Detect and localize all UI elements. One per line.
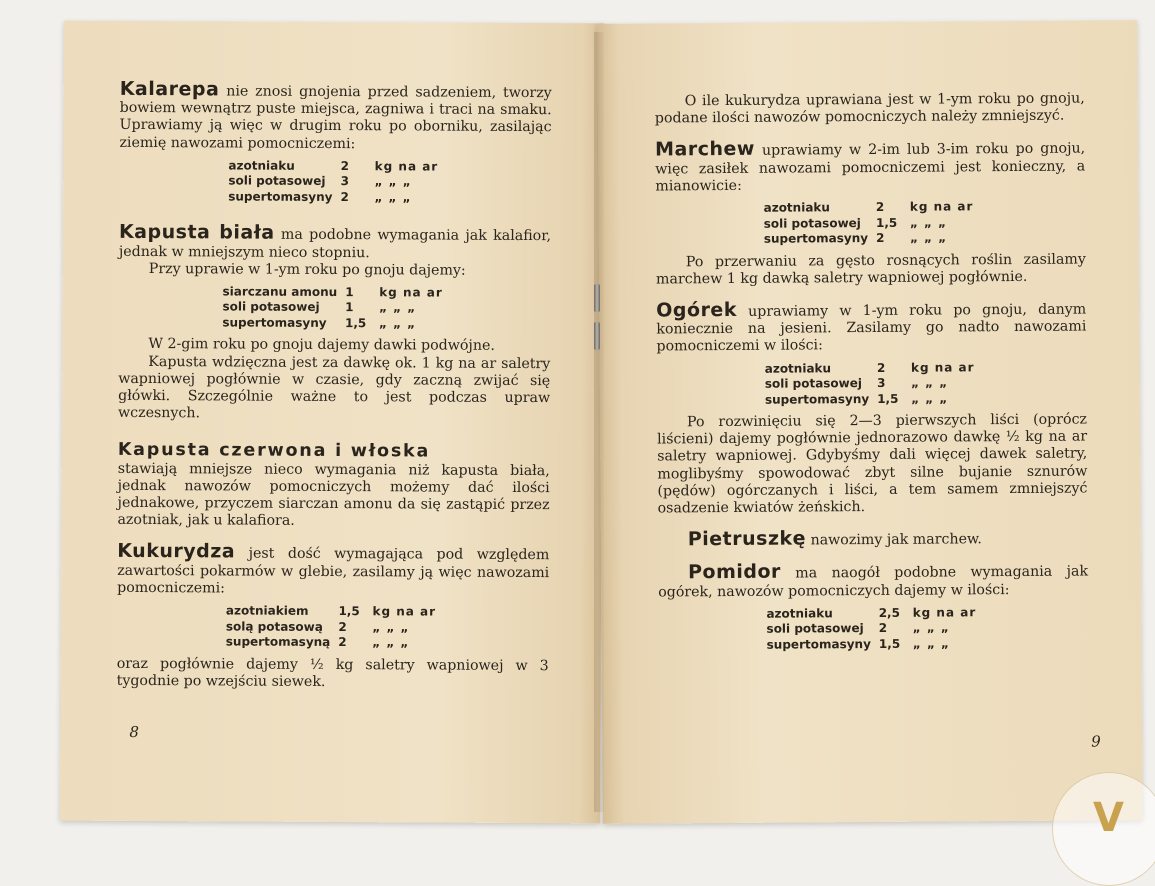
open-booklet: [62, 22, 1140, 842]
dose-amount: 2: [875, 230, 885, 245]
dose-amount: 2: [338, 635, 347, 650]
ogorek-dose-table: [765, 360, 979, 408]
dose-unit: „ „ „: [372, 635, 410, 650]
pietruszka-text: nawozimy jak marchew.: [810, 531, 982, 549]
dose-name: soli potasowej: [764, 376, 863, 391]
kalarepa-dose-table: [228, 158, 442, 206]
dose-name: azotniaku: [763, 200, 830, 215]
dose-name: supertomasyną: [225, 634, 331, 650]
kapusta-biala-text: ma podobne wymagania jak kalafior, jednak w mniejszym nieco stopniu.: [118, 227, 552, 261]
dose-amount: 3: [877, 375, 886, 390]
dose-name: supertomasyny: [764, 391, 870, 407]
dose-name: supertomasyny: [228, 189, 333, 204]
dose-row: [226, 635, 440, 652]
dose-name: soli potasowej: [222, 299, 320, 315]
kalarepa-text: nie znosi gnojenia przed sadzeniem, tworzy bowiem wewnątrz puste miejsca, zagniwa i traci na smaku. Uprawiamy ją więc w drugim roku po oborniku, zasilając ziemię nawozami pomocniczemi:: [119, 83, 552, 152]
dose-name: supertomasyny: [222, 315, 327, 330]
dose-unit: „ „ „: [909, 214, 947, 230]
dose-row: [765, 360, 979, 377]
dose-row: [764, 215, 978, 232]
kukurydza-text2: oraz pogłównie dajemy ½ kg saletry wapniowej w 3 tygodnie po wzejściu siewek.: [116, 655, 549, 690]
dose-row: [766, 621, 980, 638]
kalarepa-heading: Kalarepa: [119, 77, 220, 101]
kukurydza-text: jest dość wymagająca pod względem zawartości pokarmów w glebie, zasilamy ją więc nawozami pomocniczemi:: [117, 546, 550, 597]
ogorek-paragraph: [656, 299, 1086, 356]
dose-row: [764, 199, 978, 216]
v-logo-icon: [1052, 772, 1155, 886]
dose-name: solą potasową: [225, 619, 323, 634]
dose-unit: „ „ „: [912, 636, 950, 651]
dose-unit: „ „ „: [372, 619, 410, 634]
kukurydza-intro-text: O ile kukurydza uprawiana jest w 1-ym roku po gnoju, podane ilości nawozów pomocniczych należy zmniejszyć.: [654, 90, 1085, 127]
marchew-heading: Marchew: [655, 138, 755, 161]
marchew-paragraph: [655, 139, 1085, 196]
pomidor-text: ma naogół podobne wymagania jak ogórek, nawozów pomocniczych dajemy w ilości:: [658, 563, 1089, 601]
dose-row: [767, 636, 981, 653]
dose-amount: 1,5: [338, 604, 360, 619]
dose-unit: „ „ „: [374, 190, 412, 205]
dose-row: [764, 230, 978, 247]
dose-amount: 1,5: [878, 636, 901, 651]
left-page: [60, 21, 604, 824]
dose-name: supertomasyny: [766, 636, 871, 652]
dose-unit: kg na ar: [379, 285, 443, 300]
pomidor-paragraph: [658, 562, 1088, 601]
kalarepa-paragraph: [119, 77, 552, 154]
kapusta-czerwona-heading-line: [118, 442, 550, 462]
kapusta-biala-text2: Przy uprawie w 1-ym roku po gnoju dajemy:: [148, 260, 466, 279]
dose-unit: kg na ar: [910, 359, 975, 375]
dose-amount: 1,5: [875, 215, 898, 230]
dose-row: [222, 300, 446, 317]
dose-amount: 1,5: [345, 315, 367, 331]
dose-unit: „ „ „: [379, 316, 417, 331]
dose-unit: „ „ „: [912, 620, 950, 636]
dose-row: [765, 375, 979, 392]
dose-amount: 2: [876, 360, 886, 375]
dose-row: [226, 604, 440, 621]
dose-row: [222, 284, 446, 301]
dose-name: azotniaku: [228, 158, 295, 173]
dose-unit: kg na ar: [374, 159, 439, 174]
pietruszka-heading: Pietruszkę: [687, 527, 807, 551]
dose-amount: 1: [345, 284, 354, 300]
dose-row: [222, 315, 446, 332]
marchew-text: uprawiamy w 2-im lub 3-im roku po gnoju, więc zasiłek nawozami pomocniczemi jest konieczny, a mianowicie:: [655, 140, 1086, 195]
dose-name: soli potasowej: [766, 621, 864, 637]
staple-top: [594, 284, 600, 312]
dose-unit: „ „ „: [911, 390, 949, 406]
staple-bottom: [594, 322, 600, 350]
dose-row: [228, 189, 442, 206]
dose-name: supertomasyny: [763, 231, 869, 246]
dose-unit: kg na ar: [912, 605, 977, 620]
dose-unit: „ „ „: [379, 300, 417, 315]
marchew-text2: Po przerwaniu za gęsto rosnących roślin zasilamy marchew 1 kg dawką saletry wapniowej pogłównie.: [655, 251, 1086, 288]
page-number-right: 9: [1091, 732, 1101, 751]
dose-unit: „ „ „: [911, 375, 949, 390]
pomidor-dose-table: [766, 605, 980, 653]
dose-amount: 2: [338, 619, 347, 634]
kapusta-czerwona-heading: Kapusta czerwona i włoska: [117, 440, 431, 462]
dose-amount: 3: [340, 174, 349, 189]
dose-row: [766, 605, 980, 622]
dose-row: [228, 158, 442, 175]
kukurydza-dose-table: [226, 604, 440, 652]
logo-glyph: V: [1093, 795, 1124, 841]
dose-name: azotniaku: [764, 360, 832, 376]
ogorek-text: uprawiamy w 1-ym roku po gnoju, danym koniecznie na jesieni. Zasilamy go nadto nawozami pomocniczemi w ilości:: [656, 301, 1087, 355]
pomidor-heading: Pomidor: [687, 561, 781, 584]
kapusta-biala-text4: Kapusta wdzięczna jest za dawkę ok. 1 kg na ar saletry wapniowej pogłównie w czasie, gdy zaczną zwijać się główki. Szczególnie ważne to jest podczas upraw wczesnych.: [118, 353, 551, 422]
kapusta-biala-text3: W 2-gim roku po gnoju dajemy dawki podwójne.: [148, 336, 495, 355]
marchew-dose-table: [764, 199, 978, 247]
dose-row: [226, 619, 440, 636]
kukurydza-heading: Kukurydza: [117, 540, 236, 563]
kapusta-biala-heading: Kapusta biała: [118, 221, 275, 245]
dose-name: soli potasowej: [763, 215, 861, 231]
right-page-content: [655, 90, 1089, 659]
dose-amount: 2,5: [878, 605, 900, 620]
ogorek-text2: Po rozwinięciu się 2—3 pierwszych liści (oprócz liścieni) dajemy pogłównie jednorazowo dawkę ½ kg na ar saletry wapniowej. Gdybyśmy dali więcej dawek saletry, moglibyśmy spowodować zbyt silne bujanie sznurów (pędów) ogórczanych i liści, a tem samem zmniejszyć osadzenie kwiatów żeńskich.: [657, 411, 1088, 517]
kapusta-biala-dose-table: [222, 284, 447, 332]
dose-row: [228, 174, 442, 191]
dose-unit: „ „ „: [374, 174, 412, 189]
dose-name: azotniakiem: [225, 603, 309, 618]
page-number-left: 8: [129, 722, 139, 741]
dose-amount: 1: [345, 300, 354, 315]
ogorek-heading: Ogórek: [656, 298, 737, 322]
dose-amount: 2: [340, 158, 350, 173]
dose-unit: kg na ar: [372, 604, 437, 619]
dose-unit: „ „ „: [909, 230, 948, 245]
kukurydza-paragraph: [117, 540, 550, 599]
kapusta-biala-paragraph: [118, 221, 552, 263]
left-page-content: [116, 77, 552, 692]
kapusta-czerwona-text: stawiają mniejsze nieco wymagania niż kapusta biała, jednak nawozów pomocniczych możemy dać ilości jednakowe, przyczem siarczan amonu da się zastąpić przez azotniak, jak u kalafiora.: [117, 460, 550, 530]
dose-name: azotniaku: [766, 606, 833, 621]
right-page: [597, 20, 1143, 824]
dose-amount: 1,5: [877, 391, 899, 406]
dose-row: [765, 391, 979, 408]
book-spine: [594, 32, 604, 812]
dose-amount: 2: [875, 199, 885, 214]
dose-name: soli potasowej: [228, 173, 326, 189]
dose-name: siarczanu amonu: [222, 284, 338, 299]
dose-amount: 2: [340, 189, 349, 204]
dose-unit: kg na ar: [909, 199, 974, 214]
dose-amount: 2: [878, 621, 888, 636]
